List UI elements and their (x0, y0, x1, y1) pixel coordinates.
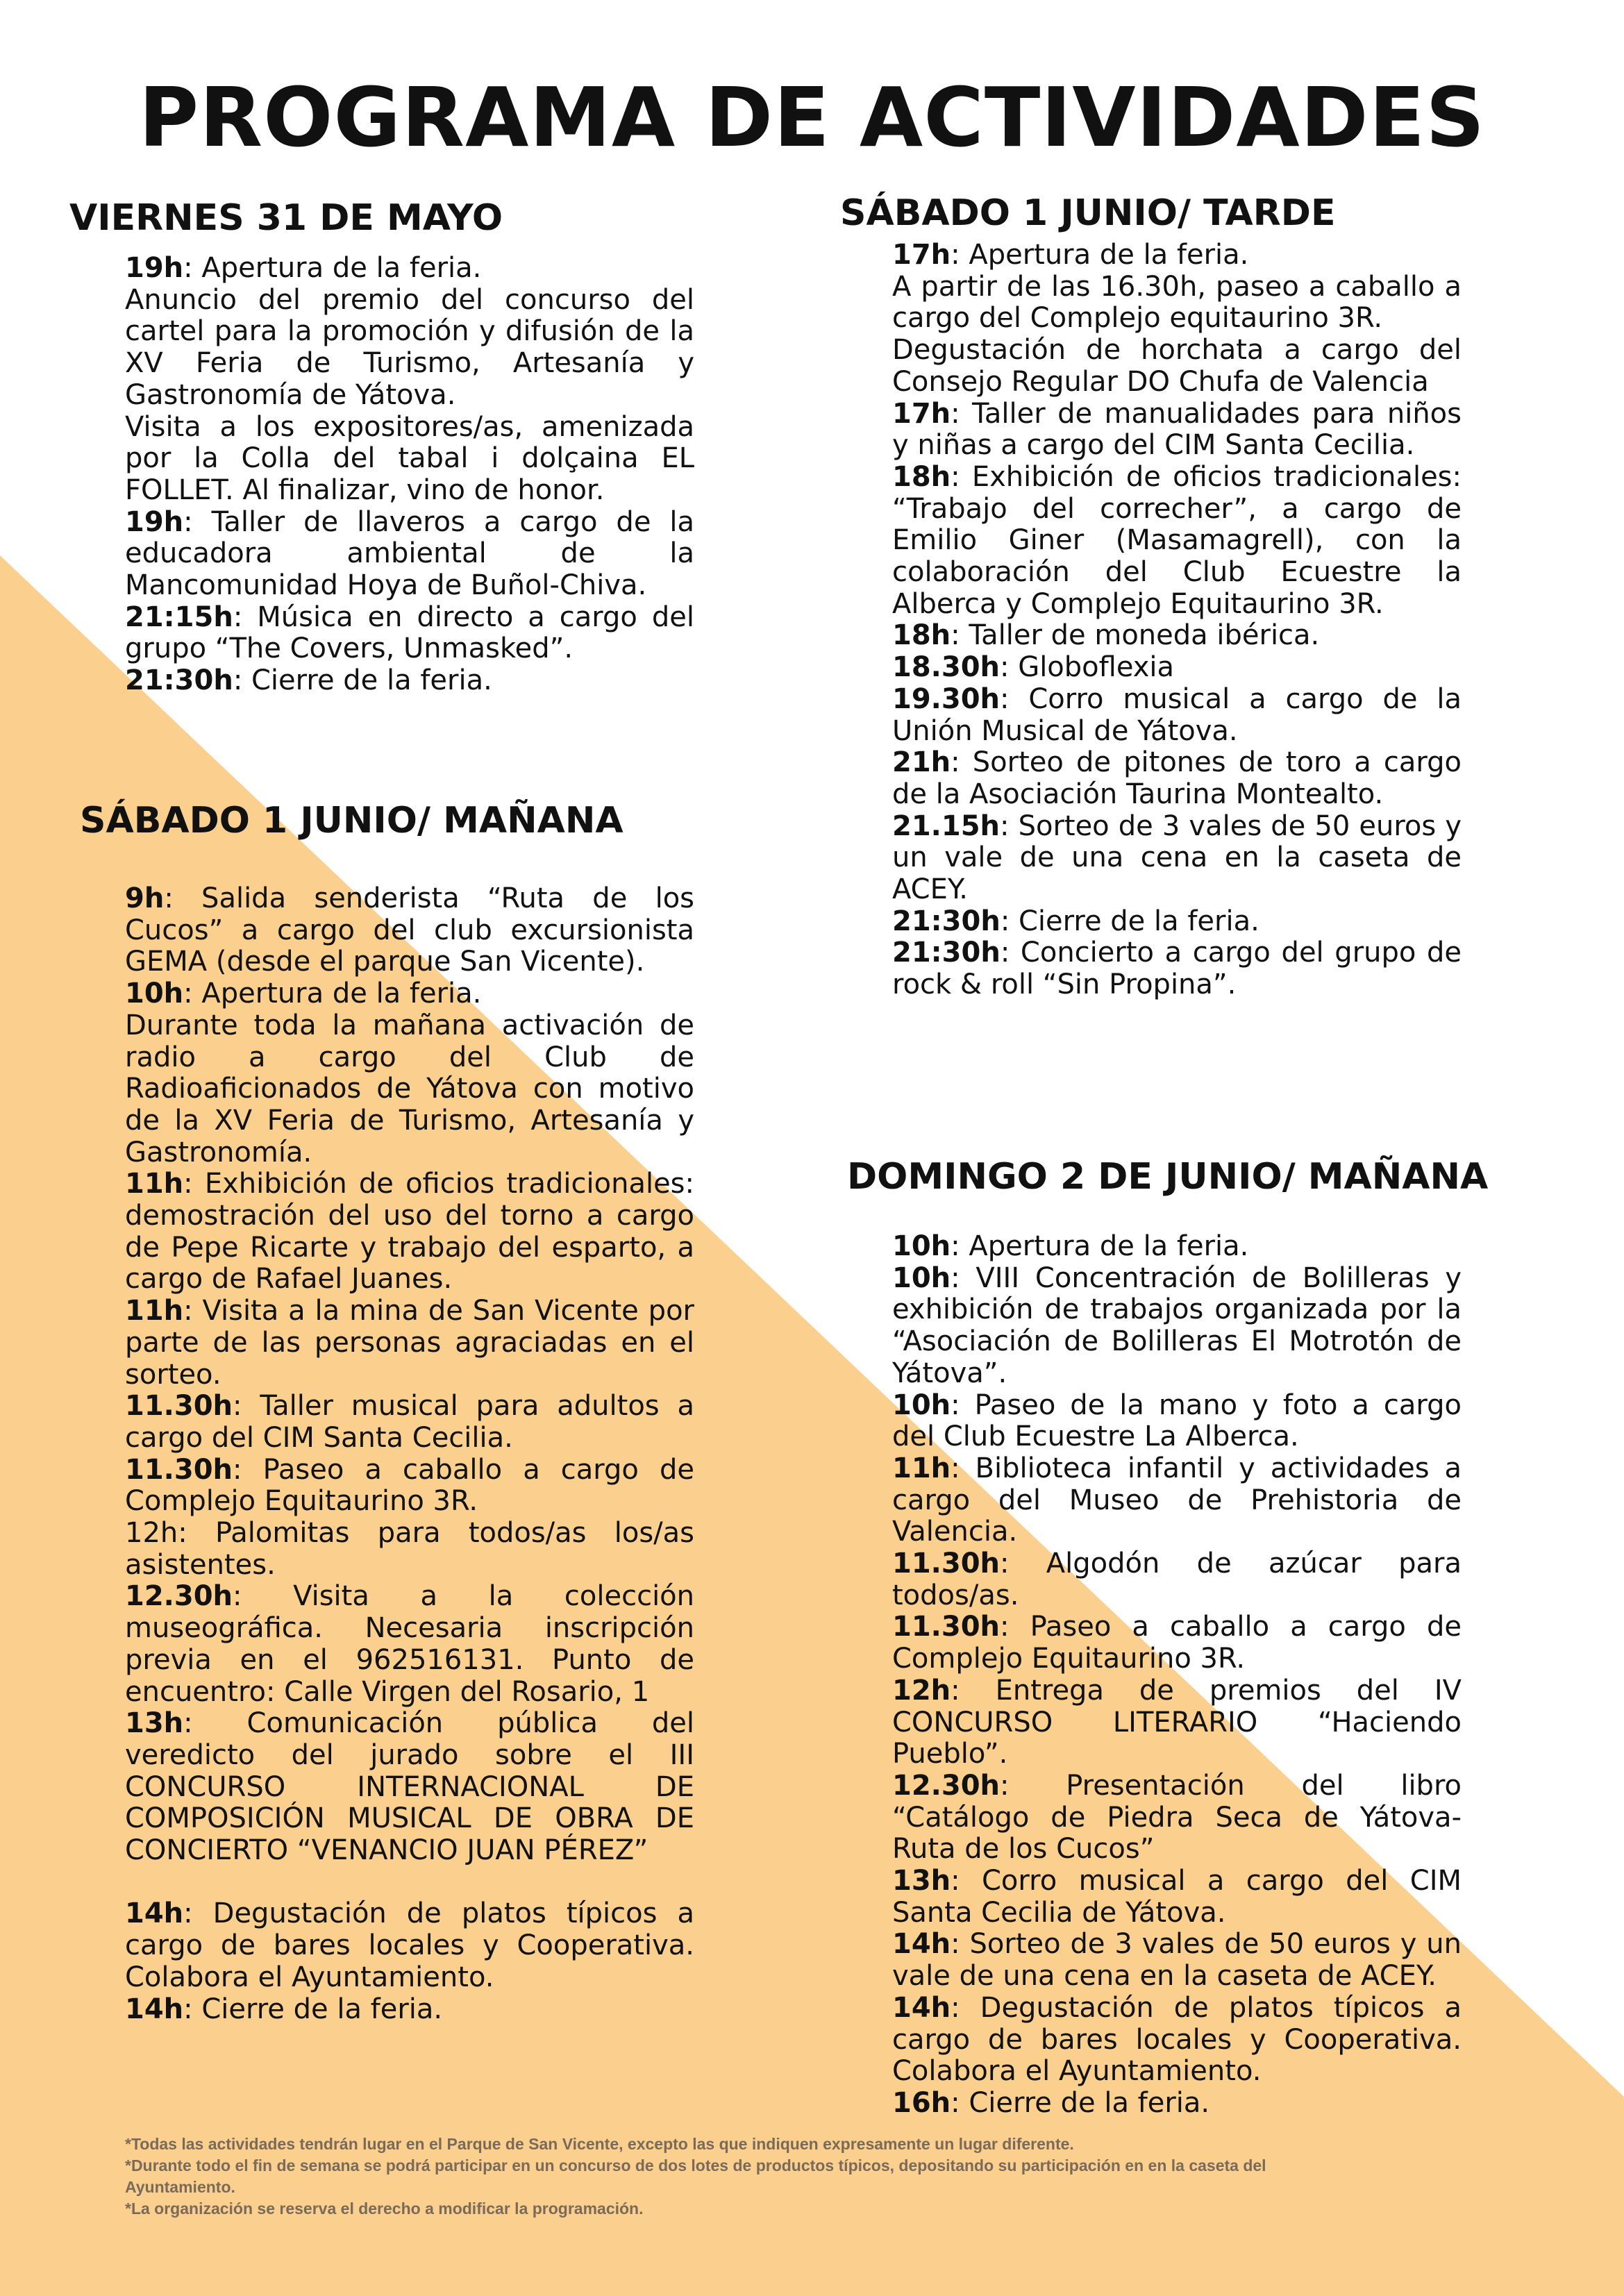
activity-item (892, 1453, 1462, 1548)
activity-text: : Cierre de la feria. (183, 1993, 443, 2025)
activity-text: : Paseo de la mano y foto a cargo del Club Ecuestre La Alberca. (892, 1389, 1462, 1453)
activity-time: 11.30h (125, 1390, 233, 1423)
activity-item (892, 1263, 1462, 1390)
activity-time: 14h (125, 1897, 184, 1930)
section-heading: DOMINGO 2 DE JUNIO/ MAÑANA (847, 1156, 1489, 1198)
activity-time: 13h (892, 1865, 951, 1897)
activity-time: 11.30h (125, 1453, 233, 1486)
activity-time: 12h (892, 1674, 951, 1707)
activity-item (892, 1770, 1462, 1866)
activity-text: : Taller musical para adultos a cargo del CIM Santa Cecilia. (125, 1390, 694, 1454)
activity-text: : Corro musical a cargo de la Unión Musical de Yátova. (892, 682, 1462, 747)
activity-time: 11h (125, 1168, 184, 1200)
activity-text: : Corro musical a cargo del CIM Santa Cecilia de Yátova. (892, 1865, 1462, 1929)
activity-item (125, 1296, 694, 1391)
section-viernes (69, 197, 694, 697)
activity-time: 14h (892, 1928, 951, 1961)
section-domingo (847, 1156, 1541, 2120)
activity-time: 12.30h (125, 1580, 233, 1613)
activity-item (892, 747, 1462, 810)
activity-time: 11h (892, 1452, 951, 1484)
activity-item (892, 1548, 1462, 1611)
activity-text: : Exhibición de oficios tradicionales: demostración del uso del torno a cargo de Pepe Ricarte y trabajo del esparto, a cargo de Rafael Juanes. (125, 1168, 694, 1296)
activity-text: : Música en directo a cargo del grupo “The Covers, Unmasked”. (125, 601, 694, 665)
activity-time: 21:15h (125, 601, 233, 633)
activity-text: A partir de las 16.30h, paseo a caballo a cargo del Complejo equitaurino 3R. (892, 270, 1462, 335)
activity-item (892, 684, 1462, 747)
activity-text: : Taller de manualidades para niños y niñas a cargo del CIM Santa Cecilia. (892, 397, 1462, 462)
activity-item (125, 1581, 694, 1708)
activity-time: 9h (125, 882, 165, 914)
activity-item (125, 1898, 694, 1993)
activity-item (892, 811, 1462, 906)
activity-text: Durante toda la mañana activación de radio a cargo del Club de Radioaficionados de Yátova con motivo de la XV Feria de Turismo, Artesanía y Gastronomía. (125, 1009, 694, 1168)
activity-time: 10h (892, 1230, 951, 1262)
activity-item (892, 1231, 1462, 1263)
activity-time: 16h (892, 2086, 951, 2119)
activity-text: : Comunicación pública del veredicto del jurado sobre el III CONCURSO INTERNACIONAL DE COMPOSICIÓN MUSICAL DE OBRA DE CONCIERTO “VENANCIO JUAN PÉREZ” (125, 1707, 694, 1867)
activity-time: 19h (125, 252, 184, 284)
activity-item (892, 1866, 1462, 1929)
activity-text: : Globoflexia (1000, 651, 1175, 684)
activity-time: 10h (892, 1262, 951, 1294)
activity-list (125, 253, 694, 697)
activity-item (892, 652, 1462, 684)
spacer (125, 1867, 694, 1899)
activity-text: : Cierre de la feria. (951, 2086, 1210, 2119)
footnotes (125, 2134, 1347, 2220)
activity-time: 19h (125, 505, 184, 538)
activity-item (125, 978, 694, 1010)
activity-text: : Presentación del libro “Catálogo de Piedra Seca de Yátova-Ruta de los Cucos” (892, 1769, 1462, 1866)
activity-time: 10h (125, 978, 184, 1010)
activity-item (125, 285, 694, 412)
activity-time: 21h (892, 746, 951, 779)
activity-text: 12h: Palomitas para todos/as los/as asistentes. (125, 1517, 694, 1581)
activity-item (125, 253, 694, 285)
section-sabado-tarde (840, 192, 1465, 1001)
activity-item (892, 1675, 1462, 1770)
activity-text: : Degustación de platos típicos a cargo de bares locales y Cooperativa. Colabora el Ayuntamiento. (125, 1897, 694, 1993)
activity-item (125, 1518, 694, 1581)
activity-text: : Apertura de la feria. (183, 978, 482, 1010)
activity-time: 17h (892, 397, 951, 430)
activity-time: 12.30h (892, 1769, 1000, 1802)
activity-time: 18.30h (892, 651, 1000, 684)
activity-text: : Salida senderista “Ruta de los Cucos” a cargo del club excursionista GEMA (desde el parque San Vicente). (125, 882, 694, 978)
activity-item (892, 1929, 1462, 1992)
activity-time: 18h (892, 619, 951, 652)
activity-text: : Paseo a caballo a cargo de Complejo Equitaurino 3R. (892, 1611, 1462, 1675)
activity-time: 21:30h (892, 905, 1001, 937)
activity-list (125, 883, 694, 2025)
activity-text: Anuncio del premio del concurso del cartel para la promoción y difusión de la XV Feria de Turismo, Artesanía y Gastronomía de Yátova. (125, 283, 694, 411)
section-heading: SÁBADO 1 JUNIO/ MAÑANA (80, 800, 623, 841)
activity-text: : Taller de llaveros a cargo de la educadora ambiental de la Mancomunidad Hoya de Buñol-Chiva. (125, 505, 694, 602)
activity-text: : Apertura de la feria. (951, 239, 1249, 271)
footnote: *La organización se reserva el derecho a modificar la programación. (125, 2199, 644, 2218)
activity-item (892, 462, 1462, 621)
activity-item (125, 602, 694, 665)
activity-text: : Cierre de la feria. (233, 664, 492, 697)
activity-text: : Concierto a cargo del grupo de rock & roll “Sin Propina”. (892, 937, 1462, 1001)
activity-time: 17h (892, 239, 951, 271)
activity-item (125, 1708, 694, 1867)
activity-time: 21:30h (125, 664, 233, 697)
page-title: PROGRAMA DE ACTIVIDADES (138, 69, 1486, 165)
activity-text: : Sorteo de 3 vales de 50 euros y un vale de una cena en la caseta de ACEY. (892, 810, 1462, 906)
activity-item (892, 937, 1462, 1000)
activity-text: : VIII Concentración de Bolilleras y exhibición de trabajos organizada por la “Asociación de Bolilleras El Motrotón de Yátova”. (892, 1262, 1462, 1389)
activity-text: : Exhibición de oficios tradicionales: “Trabajo del correcher”, a cargo de Emilio Giner (Masamagrell), con la colaboración del Club Ecuestre la Alberca y Complejo Equitaurino 3R. (892, 460, 1462, 620)
activity-text: : Algodón de azúcar para todos/as. (892, 1548, 1462, 1611)
activity-list (892, 1231, 1462, 2120)
activity-item (892, 1611, 1462, 1675)
activity-text: Degustación de horchata a cargo del Consejo Regular DO Chufa de Valencia (892, 334, 1462, 398)
activity-text: Visita a los expositores/as, amenizada por la Colla del tabal i dolçaina EL FOLLET. Al finalizar, vino de honor. (125, 410, 694, 506)
activity-text: : Sorteo de 3 vales de 50 euros y un vale de una cena en la caseta de ACEY. (892, 1928, 1462, 1993)
activity-list (892, 240, 1462, 1001)
activity-item (125, 507, 694, 602)
activity-text: : Entrega de premios del IV CONCURSO LITERARIO “Haciendo Pueblo”. (892, 1674, 1462, 1770)
activity-text: : Sorteo de pitones de toro a cargo de la Asociación Taurina Montealto. (892, 746, 1462, 810)
activity-text: : Apertura de la feria. (183, 252, 482, 284)
activity-text: : Visita a la mina de San Vicente por parte de las personas agraciadas en el sorteo. (125, 1295, 694, 1391)
activity-item (125, 665, 694, 697)
activity-item (125, 1391, 694, 1454)
section-heading: VIERNES 31 DE MAYO (69, 197, 503, 239)
activity-time: 14h (892, 1991, 951, 2024)
activity-item (892, 399, 1462, 462)
footnote: *Durante todo el fin de semana se podrá participar en un concurso de dos lotes de productos típicos, depositando su participación en en la caseta del Ayuntamiento. (125, 2156, 1266, 2196)
activity-time: 21:30h (892, 937, 1001, 969)
footnote: *Todas las actividades tendrán lugar en el Parque de San Vicente, excepto las que indiquen expresamente un lugar diferente. (125, 2135, 1074, 2153)
activity-item (125, 412, 694, 507)
activity-text: : Degustación de platos típicos a cargo de bares locales y Cooperativa. Colabora el Ayuntamiento. (892, 1991, 1462, 2088)
activity-item (892, 271, 1462, 335)
activity-item (125, 883, 694, 978)
activity-time: 11h (125, 1295, 184, 1327)
activity-item (125, 1994, 694, 2026)
activity-item (125, 1455, 694, 1518)
activity-item (892, 906, 1462, 938)
activity-text: : Apertura de la feria. (951, 1230, 1249, 1262)
activity-item (892, 1390, 1462, 1453)
activity-time: 14h (125, 1993, 184, 2025)
activity-text: : Cierre de la feria. (1000, 905, 1259, 937)
activity-text: : Biblioteca infantil y actividades a cargo del Museo de Prehistoria de Valencia. (892, 1452, 1462, 1548)
activity-text: : Visita a la colección museográfica. Necesaria inscripción previa en el 962516131. Punto de encuentro: Calle Virgen del Rosario, 1 (125, 1580, 694, 1708)
activity-item (892, 240, 1462, 271)
activity-item (892, 1993, 1462, 2088)
activity-text: : Taller de moneda ibérica. (951, 619, 1320, 652)
activity-item (125, 1010, 694, 1169)
section-heading: SÁBADO 1 JUNIO/ TARDE (840, 192, 1336, 234)
activity-item (125, 1168, 694, 1296)
activity-item (892, 2088, 1462, 2120)
activity-item (892, 620, 1462, 652)
activity-time: 11.30h (892, 1611, 1000, 1643)
activity-time: 13h (125, 1707, 184, 1740)
section-sabado-manana (80, 800, 694, 2025)
activity-time: 19.30h (892, 682, 1000, 715)
activity-time: 11.30h (892, 1548, 1000, 1580)
activity-time: 21.15h (892, 810, 1000, 842)
activity-text: : Paseo a caballo a cargo de Complejo Equitaurino 3R. (125, 1453, 694, 1518)
activity-item (892, 335, 1462, 398)
activity-time: 18h (892, 460, 951, 493)
activity-time: 10h (892, 1389, 951, 1421)
